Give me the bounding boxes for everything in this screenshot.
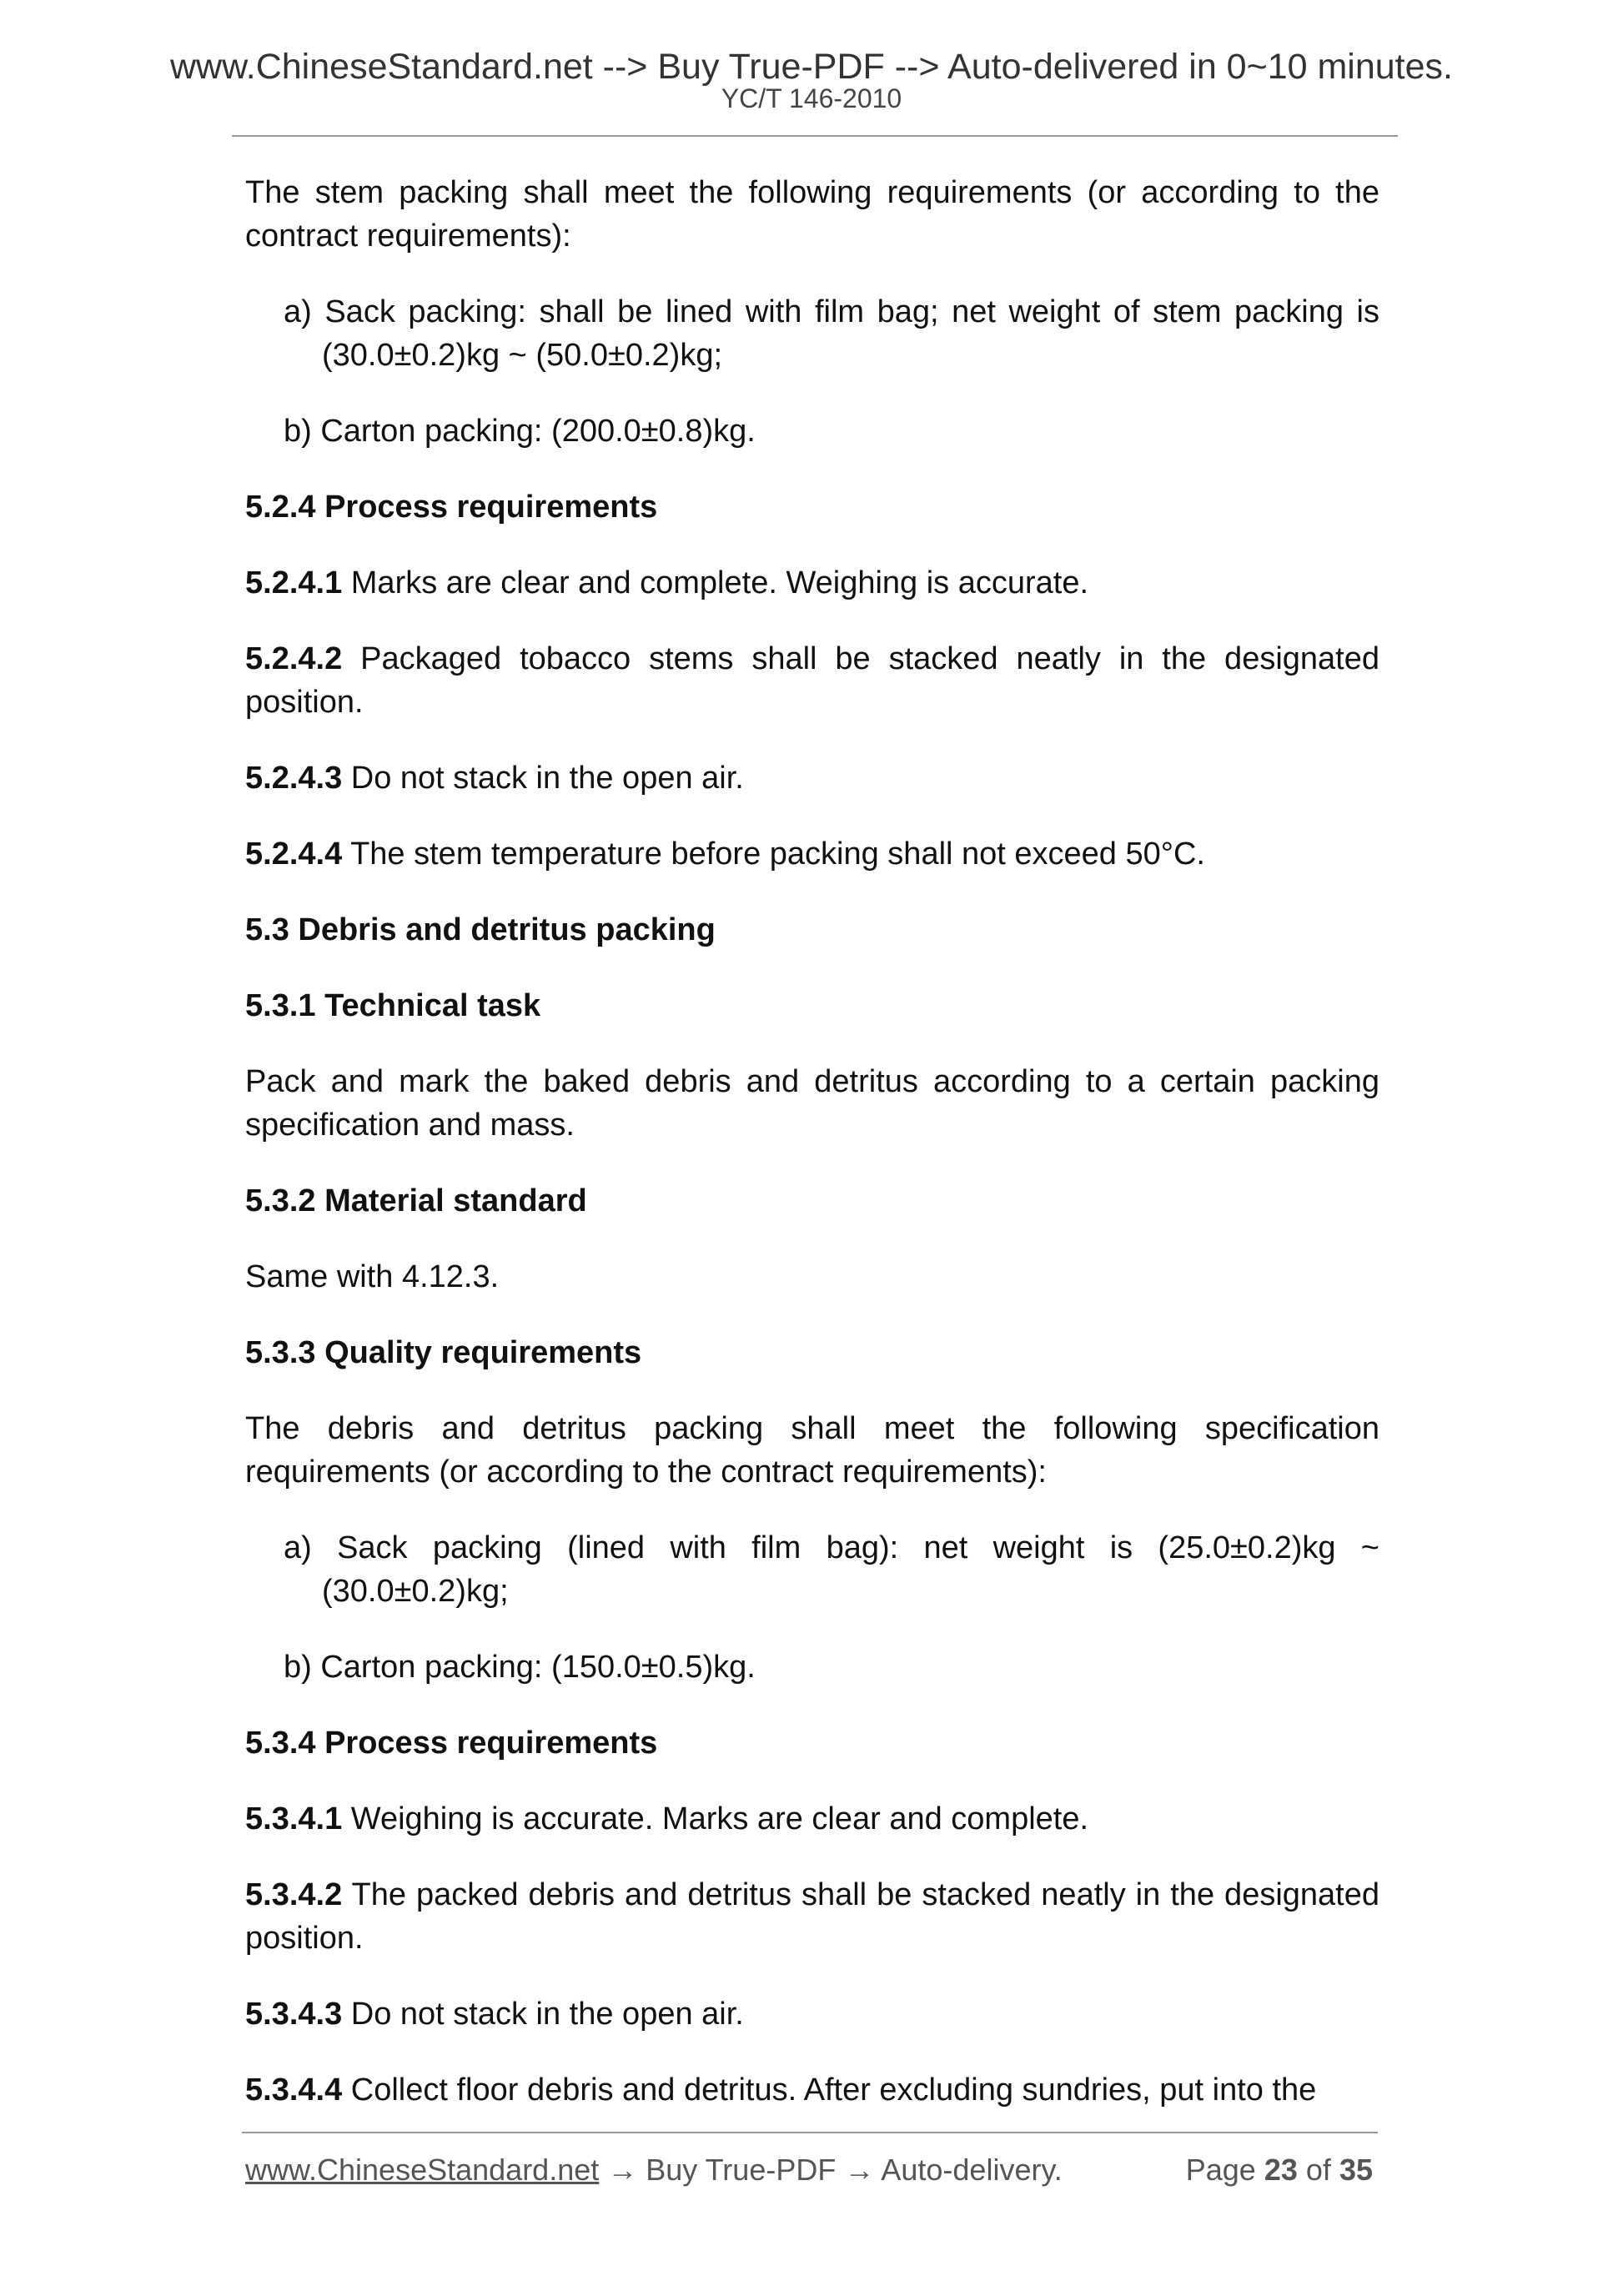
clause-text: Do not stack in the open air. [342, 761, 744, 796]
clause-text: Marks are clear and complete. Weighing is accurate. [342, 565, 1089, 600]
clause-text: Packaged tobacco stems shall be stacked neatly in the designated position. [245, 641, 1379, 720]
clause-5-2-4-2 [245, 637, 1379, 724]
clause-number: 5.3.4.2 [245, 1877, 343, 1912]
clause-number: 5.2.4.2 [245, 641, 343, 676]
clause-text: Weighing is accurate. Marks are clear and complete. [342, 1801, 1089, 1836]
clause-5-2-4-4 [245, 832, 1379, 876]
clause-number: 5.2.4.1 [245, 565, 343, 600]
of-label: of [1305, 2153, 1331, 2187]
clause-5-2-4-3 [245, 756, 1379, 800]
page-number: 23 [1264, 2153, 1298, 2187]
paragraph: Pack and mark the baked debris and detritus according to a certain packing specification and mass. [245, 1064, 1379, 1143]
section-heading: 5.2.4 Process requirements [245, 490, 658, 525]
page-indicator [1186, 2150, 1373, 2190]
clause-5-3-4-4 [245, 2068, 1379, 2112]
footer-links [245, 2150, 1063, 2190]
paragraph: Same with 4.12.3. [245, 1259, 500, 1294]
clause-number: 5.2.4.3 [245, 761, 343, 796]
section-heading: 5.3.3 Quality requirements [245, 1335, 642, 1370]
stem-packing-intro: The stem packing shall meet the following requirements (or according to the contract requirements): [245, 175, 1379, 254]
clause-number: 5.3.4.4 [245, 2072, 343, 2108]
section-heading: 5.3.2 Material standard [245, 1183, 587, 1218]
clause-5-3-4-3 [245, 1992, 1379, 2036]
total-pages: 35 [1339, 2153, 1373, 2187]
page-footer [245, 2150, 1373, 2190]
clause-text: Do not stack in the open air. [342, 1997, 744, 2032]
clause-text: Collect floor debris and detritus. After excluding sundries, put into the [342, 2072, 1317, 2108]
list-item: a) Sack packing (lined with film bag): net weight is (25.0±0.2)kg ~ (30.0±0.2)kg; [284, 1530, 1379, 1609]
arrow-icon: → [599, 2153, 646, 2187]
list-item: b) Carton packing: (150.0±0.5)kg. [284, 1650, 756, 1685]
page-label: Page [1185, 2153, 1256, 2187]
list-item: a) Sack packing: shall be lined with film bag; net weight of stem packing is (30.0±0.2)kg ~ (50.0±0.2)kg; [284, 294, 1379, 373]
site-link[interactable]: www.ChineseStandard.net [245, 2153, 600, 2187]
standard-code: YC/T 146-2010 [721, 83, 902, 113]
section-heading: 5.3 Debris and detritus packing [245, 912, 716, 947]
clause-text: The stem temperature before packing shall not exceed 50°C. [342, 837, 1205, 872]
list-item: b) Carton packing: (200.0±0.8)kg. [284, 414, 756, 449]
section-heading: 5.3.1 Technical task [245, 988, 541, 1023]
arrow-icon: → [836, 2153, 882, 2187]
header-divider [232, 135, 1398, 137]
delivery-text: Auto-delivery. [881, 2153, 1063, 2187]
clause-number: 5.2.4.4 [245, 837, 343, 872]
paragraph: The debris and detritus packing shall meet the following specification requirements (or according to the contract requirements): [245, 1411, 1379, 1490]
clause-5-3-4-2 [245, 1873, 1379, 1960]
clause-5-2-4-1 [245, 561, 1379, 605]
top-banner: www.ChineseStandard.net --> Buy True-PDF --> Auto-delivered in 0~10 minutes. [169, 47, 1453, 87]
footer-divider [242, 2132, 1378, 2133]
clause-number: 5.3.4.3 [245, 1997, 343, 2032]
section-heading: 5.3.4 Process requirements [245, 1726, 658, 1761]
clause-number: 5.3.4.1 [245, 1801, 343, 1836]
page-body [245, 171, 1379, 2112]
clause-text: The packed debris and detritus shall be stacked neatly in the designated position. [245, 1877, 1379, 1956]
buy-text: Buy True-PDF [646, 2153, 837, 2187]
clause-5-3-4-1 [245, 1797, 1379, 1841]
